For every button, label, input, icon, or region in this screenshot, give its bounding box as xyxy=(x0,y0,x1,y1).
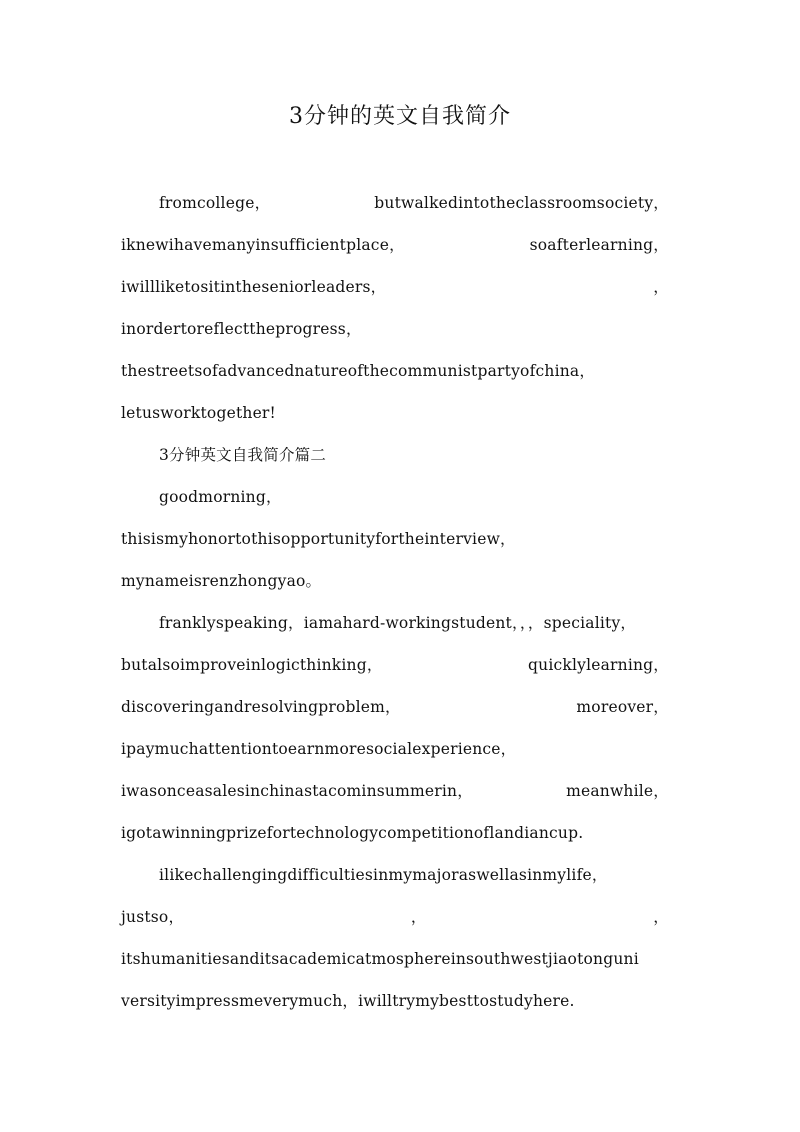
text-line: thestreetsofadvancednatureofthecommunistpartyofchina， xyxy=(121,362,596,380)
text-segment: ， xyxy=(653,908,669,926)
text-line: itshumanitiesanditsacademicatmosphereinsouthwestjiaotonguni xyxy=(121,950,639,968)
text-segment: meanwhile， xyxy=(566,782,669,800)
text-line xyxy=(121,696,669,718)
text-segment: moreover， xyxy=(576,698,669,716)
text-segment: discoveringandresolvingproblem， xyxy=(121,698,401,716)
text-segment: iwasonceasalesinchinastacominsummerin， xyxy=(121,782,473,800)
text-line: ilikechallengingdifficultiesinmymajoraswellasinmylife， xyxy=(159,866,608,884)
text-line: versityimpressmeverymuch，iwilltrymybesttostudyhere. xyxy=(121,992,575,1010)
text-segment: quicklylearning， xyxy=(528,656,669,674)
text-line xyxy=(121,234,669,256)
text-segment: ， xyxy=(410,908,427,926)
text-line: letusworktogether! xyxy=(121,404,276,422)
text-segment: iknewihavemanyinsufficientplace， xyxy=(121,236,405,254)
text-line xyxy=(121,906,669,928)
text-line: igotawinningprizefortechnologycompetitionoflandiancup. xyxy=(121,824,584,842)
section-heading: 3分钟英文自我简介篇二 xyxy=(159,446,327,464)
text-line xyxy=(121,276,669,298)
text-segment: fromcollege， xyxy=(159,194,271,212)
text-segment: soafterlearning， xyxy=(529,236,669,254)
text-line: thisismyhonortothisopportunityfortheinterview， xyxy=(121,530,516,548)
text-line xyxy=(121,654,669,676)
text-segment: butwalkedintotheclassroomsociety， xyxy=(374,194,669,212)
text-line: franklyspeaking，iamahard-workingstudent，，，speciality， xyxy=(159,614,637,632)
text-line: ipaymuchattentiontoearnmoresocialexperience， xyxy=(121,740,517,758)
text-segment: iwillliketositintheseniorleaders， xyxy=(121,278,387,296)
text-segment: butalsoimproveinlogicthinking， xyxy=(121,656,383,674)
text-segment: justso， xyxy=(121,908,185,926)
text-line: inordertoreflecttheprogress， xyxy=(121,320,362,338)
document-title: 3分钟的英文自我简介 xyxy=(289,104,511,129)
text-line: mynameisrenzhongyao。 xyxy=(121,572,322,590)
text-line xyxy=(159,192,669,214)
text-line xyxy=(121,780,669,802)
text-segment: ， xyxy=(653,278,669,296)
text-line: goodmorning， xyxy=(159,488,282,506)
